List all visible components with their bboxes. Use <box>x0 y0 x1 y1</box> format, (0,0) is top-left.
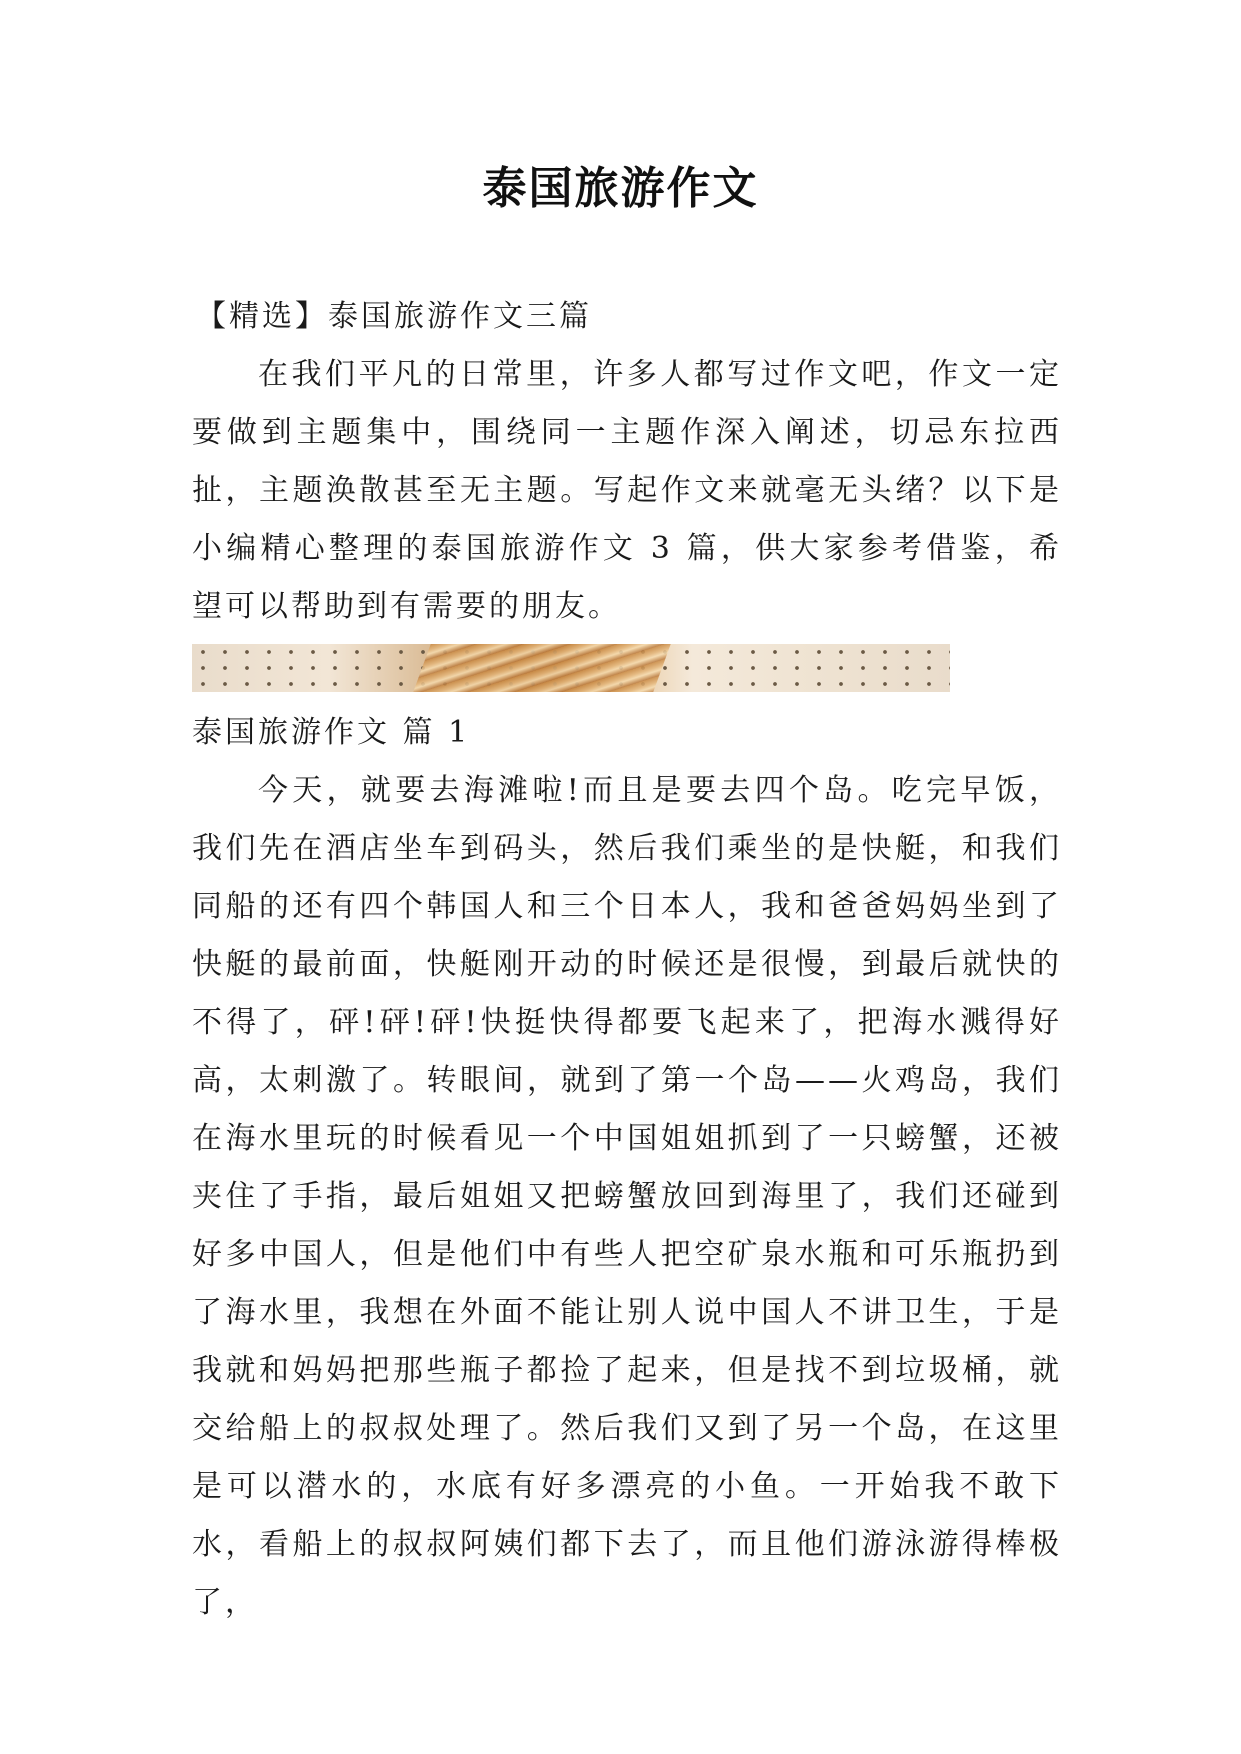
intro-paragraph: 在我们平凡的日常里，许多人都写过作文吧，作文一定要做到主题集中，围绕同一主题作深入阐述，切忌东拉西扯，主题涣散甚至无主题。写起作文来就毫无头绪？以下是小编精心整理的泰国旅游作文 3 篇，供大家参考借鉴，希望可以帮助到有需要的朋友。 <box>192 357 1062 624</box>
section-paragraph: 今天，就要去海滩啦!而且是要去四个岛。吃完早饭，我们先在酒店坐车到码头，然后我们乘坐的是快艇，和我们同船的还有四个韩国人和三个日本人，我和爸爸妈妈坐到了快艇的最前面，快艇刚开动的时候还是很慢，到最后就快的不得了，砰!砰!砰!快挺快得都要飞起来了，把海水溅得好高，太刺激了。转眼间，就到了第一个岛——火鸡岛，我们在海水里玩的时候看见一个中国姐姐抓到了一只螃蟹，还被夹住了手指，最后姐姐又把螃蟹放回到海里了，我们还碰到好多中国人，但是他们中有些人把空矿泉水瓶和可乐瓶扔到了海水里，我想在外面不能让别人说中国人不讲卫生，于是我就和妈妈把那些瓶子都捡了起来，但是找不到垃圾桶，就交给船上的叔叔处理了。然后我们又到了另一个岛，在这里是可以潜水的，水底有好多漂亮的小鱼。一开始我不敢下水，看船上的叔叔阿姨们都下去了，而且他们游泳游得棒极了， <box>192 773 1062 1620</box>
document-title: 泰国旅游作文 <box>482 163 759 214</box>
decorative-banner-image <box>192 644 950 692</box>
document-body <box>192 288 1062 1632</box>
banner-slats-decoration <box>413 644 670 692</box>
document-subtitle: 【精选】泰国旅游作文三篇 <box>196 299 592 334</box>
section-title: 泰国旅游作文 篇 1 <box>192 715 471 750</box>
